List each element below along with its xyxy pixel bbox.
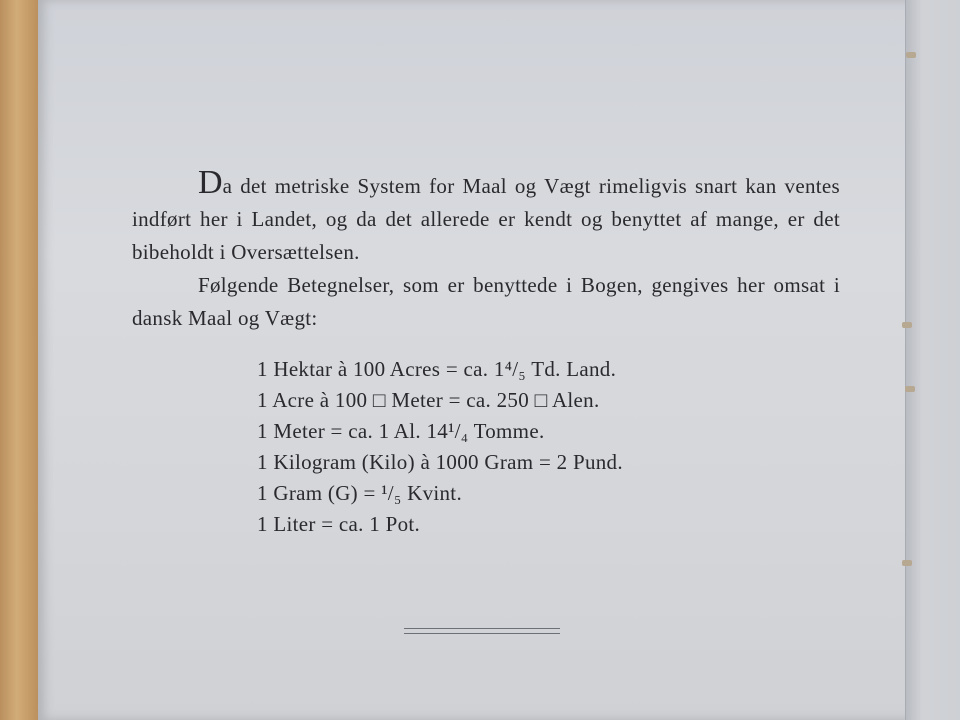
conversion-line-gram: 1 Gram (G) = ¹/₅ Kvint.: [257, 481, 462, 505]
conversion-line-kilogram: 1 Kilogram (Kilo) à 1000 Gram = 2 Pund.: [257, 450, 623, 474]
conversion-line-hektar: 1 Hektar à 100 Acres = ca. 1⁴/₅ Td. Land.: [257, 357, 617, 381]
adjacent-page-edge: [905, 0, 960, 720]
page-edge-mark: [902, 560, 912, 566]
page-edge-mark: [902, 322, 912, 328]
conversion-line-acre: 1 Acre à 100 □ Meter = ca. 250 □ Alen.: [257, 388, 600, 412]
preface-text: [132, 164, 840, 335]
conversion-list: [257, 354, 623, 540]
conversion-line-liter: 1 Liter = ca. 1 Pot.: [257, 512, 421, 536]
drop-initial: D: [198, 164, 223, 201]
decorative-double-rule: [404, 628, 560, 634]
conversion-line-meter: 1 Meter = ca. 1 Al. 14¹/₄ Tomme.: [257, 419, 545, 443]
paragraph-metric-system: [132, 164, 840, 269]
page-edge-mark: [905, 386, 915, 392]
page-edge-mark: [906, 52, 916, 58]
paragraph-metric-system-text: a det metriske System for Maal og Vægt rimeligvis snart kan ventes indført her i Landet, og da det allerede er kendt og benyttet af mange, er det bibeholdt i Oversættelsen.: [132, 174, 840, 264]
paragraph-designations: Følgende Betegnelser, som er benyttede i Bogen, gengives her omsat i dansk Maal og Vægt:: [132, 273, 840, 330]
